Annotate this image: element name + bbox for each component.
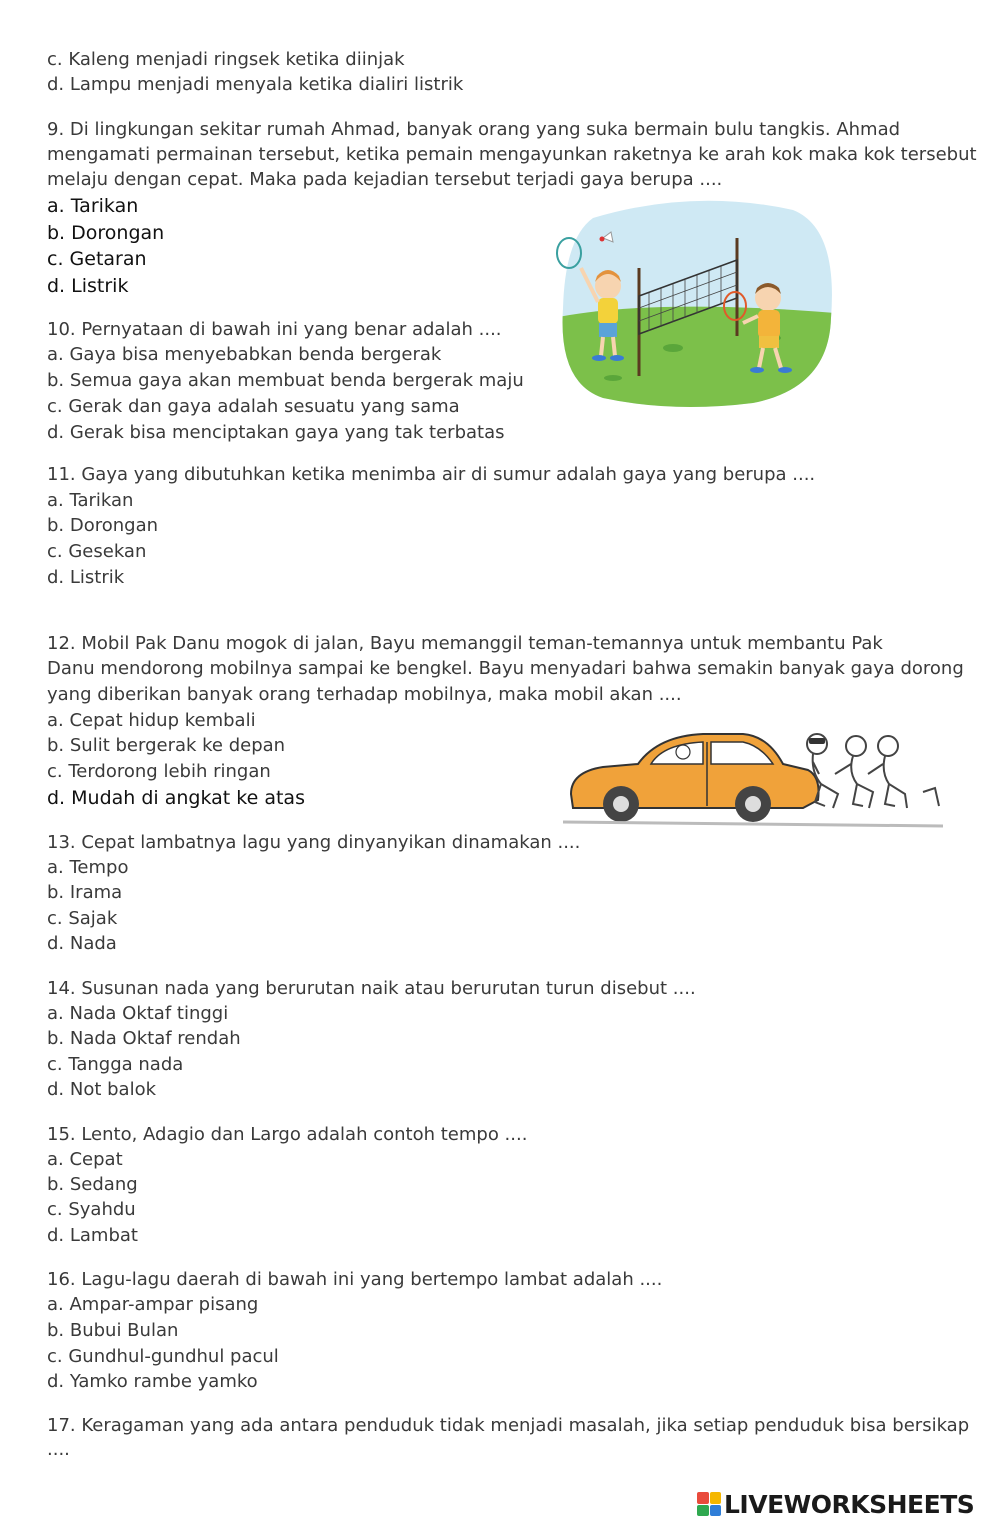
q9-option-a[interactable]: a. Tarikan [47, 195, 139, 217]
q16-option-d[interactable]: d. Yamko rambe yamko [47, 1371, 258, 1392]
prev-option-d: d. Lampu menjadi menyala ketika dialiri listrik [47, 74, 464, 95]
liveworksheets-logo [697, 1488, 974, 1520]
q9-text-line-2: mengamati permainan tersebut, ketika pemain mengayunkan raketnya ke arah kok maka kok tersebut [47, 144, 977, 165]
brand-name: LIVEWORKSHEETS [724, 1489, 975, 1519]
q12-option-b[interactable]: b. Sulit bergerak ke depan [47, 735, 286, 756]
q17-text-line-1: 17. Keragaman yang ada antara penduduk tidak menjadi masalah, jika setiap penduduk bisa bersikap [47, 1415, 970, 1436]
q16-option-c[interactable]: c. Gundhul-gundhul pacul [47, 1346, 279, 1367]
q10-option-b[interactable]: b. Semua gaya akan membuat benda bergerak maju [47, 370, 524, 391]
q14-option-c[interactable]: c. Tangga nada [47, 1054, 184, 1075]
q16-option-b[interactable]: b. Bubui Bulan [47, 1320, 179, 1341]
q13-option-a[interactable]: a. Tempo [47, 857, 129, 878]
q16-text: 16. Lagu-lagu daerah di bawah ini yang bertempo lambat adalah .... [47, 1269, 663, 1290]
q15-option-c[interactable]: c. Syahdu [47, 1199, 136, 1220]
q16-option-a[interactable]: a. Ampar-ampar pisang [47, 1294, 259, 1315]
q12-text-line-2: Danu mendorong mobilnya sampai ke bengkel. Bayu menyadari bahwa semakin banyak gaya dorong [47, 658, 964, 679]
q14-text: 14. Susunan nada yang berurutan naik atau berurutan turun disebut .... [47, 978, 696, 999]
q15-option-a[interactable]: a. Cepat [47, 1149, 123, 1170]
q13-option-b[interactable]: b. Irama [47, 882, 123, 903]
q9-option-b[interactable]: b. Dorongan [47, 222, 165, 244]
q10-text: 10. Pernyataan di bawah ini yang benar adalah .... [47, 319, 502, 340]
q15-option-d[interactable]: d. Lambat [47, 1225, 138, 1246]
q11-option-b[interactable]: b. Dorongan [47, 515, 159, 536]
q12-text-line-3: yang diberikan banyak orang terhadap mobilnya, maka mobil akan .... [47, 684, 682, 705]
q11-option-c[interactable]: c. Gesekan [47, 541, 147, 562]
q12-option-c[interactable]: c. Terdorong lebih ringan [47, 761, 271, 782]
q14-option-a[interactable]: a. Nada Oktaf tinggi [47, 1003, 229, 1024]
car-push-illustration [563, 722, 948, 832]
q9-text-line-3: melaju dengan cepat. Maka pada kejadian tersebut terjadi gaya berupa .... [47, 169, 723, 190]
q10-option-c[interactable]: c. Gerak dan gaya adalah sesuatu yang sama [47, 396, 460, 417]
q12-option-a[interactable]: a. Cepat hidup kembali [47, 710, 256, 731]
q12-option-d[interactable]: d. Mudah di angkat ke atas [47, 787, 305, 809]
badminton-illustration [553, 198, 835, 408]
q11-option-a[interactable]: a. Tarikan [47, 490, 134, 511]
q14-option-b[interactable]: b. Nada Oktaf rendah [47, 1028, 241, 1049]
liveworksheets-icon [697, 1492, 721, 1516]
q11-text: 11. Gaya yang dibutuhkan ketika menimba air di sumur adalah gaya yang berupa .... [47, 464, 816, 485]
q9-option-c[interactable]: c. Getaran [47, 248, 147, 270]
q15-text: 15. Lento, Adagio dan Largo adalah contoh tempo .... [47, 1124, 528, 1145]
q11-option-d[interactable]: d. Listrik [47, 567, 125, 588]
q9-text-line-1: 9. Di lingkungan sekitar rumah Ahmad, banyak orang yang suka bermain bulu tangkis. Ahmad [47, 119, 901, 140]
q15-option-b[interactable]: b. Sedang [47, 1174, 138, 1195]
q17-text-line-2: .... [47, 1439, 70, 1460]
prev-option-c: c. Kaleng menjadi ringsek ketika diinjak [47, 49, 405, 70]
q13-option-c[interactable]: c. Sajak [47, 908, 118, 929]
q9-option-d[interactable]: d. Listrik [47, 275, 129, 297]
q10-option-a[interactable]: a. Gaya bisa menyebabkan benda bergerak [47, 344, 442, 365]
q13-text: 13. Cepat lambatnya lagu yang dinyanyikan dinamakan .... [47, 832, 581, 853]
q12-text-line-1: 12. Mobil Pak Danu mogok di jalan, Bayu memanggil teman-temannya untuk membantu Pak [47, 633, 883, 654]
q14-option-d[interactable]: d. Not balok [47, 1079, 157, 1100]
q13-option-d[interactable]: d. Nada [47, 933, 117, 954]
q10-option-d[interactable]: d. Gerak bisa menciptakan gaya yang tak terbatas [47, 422, 505, 443]
